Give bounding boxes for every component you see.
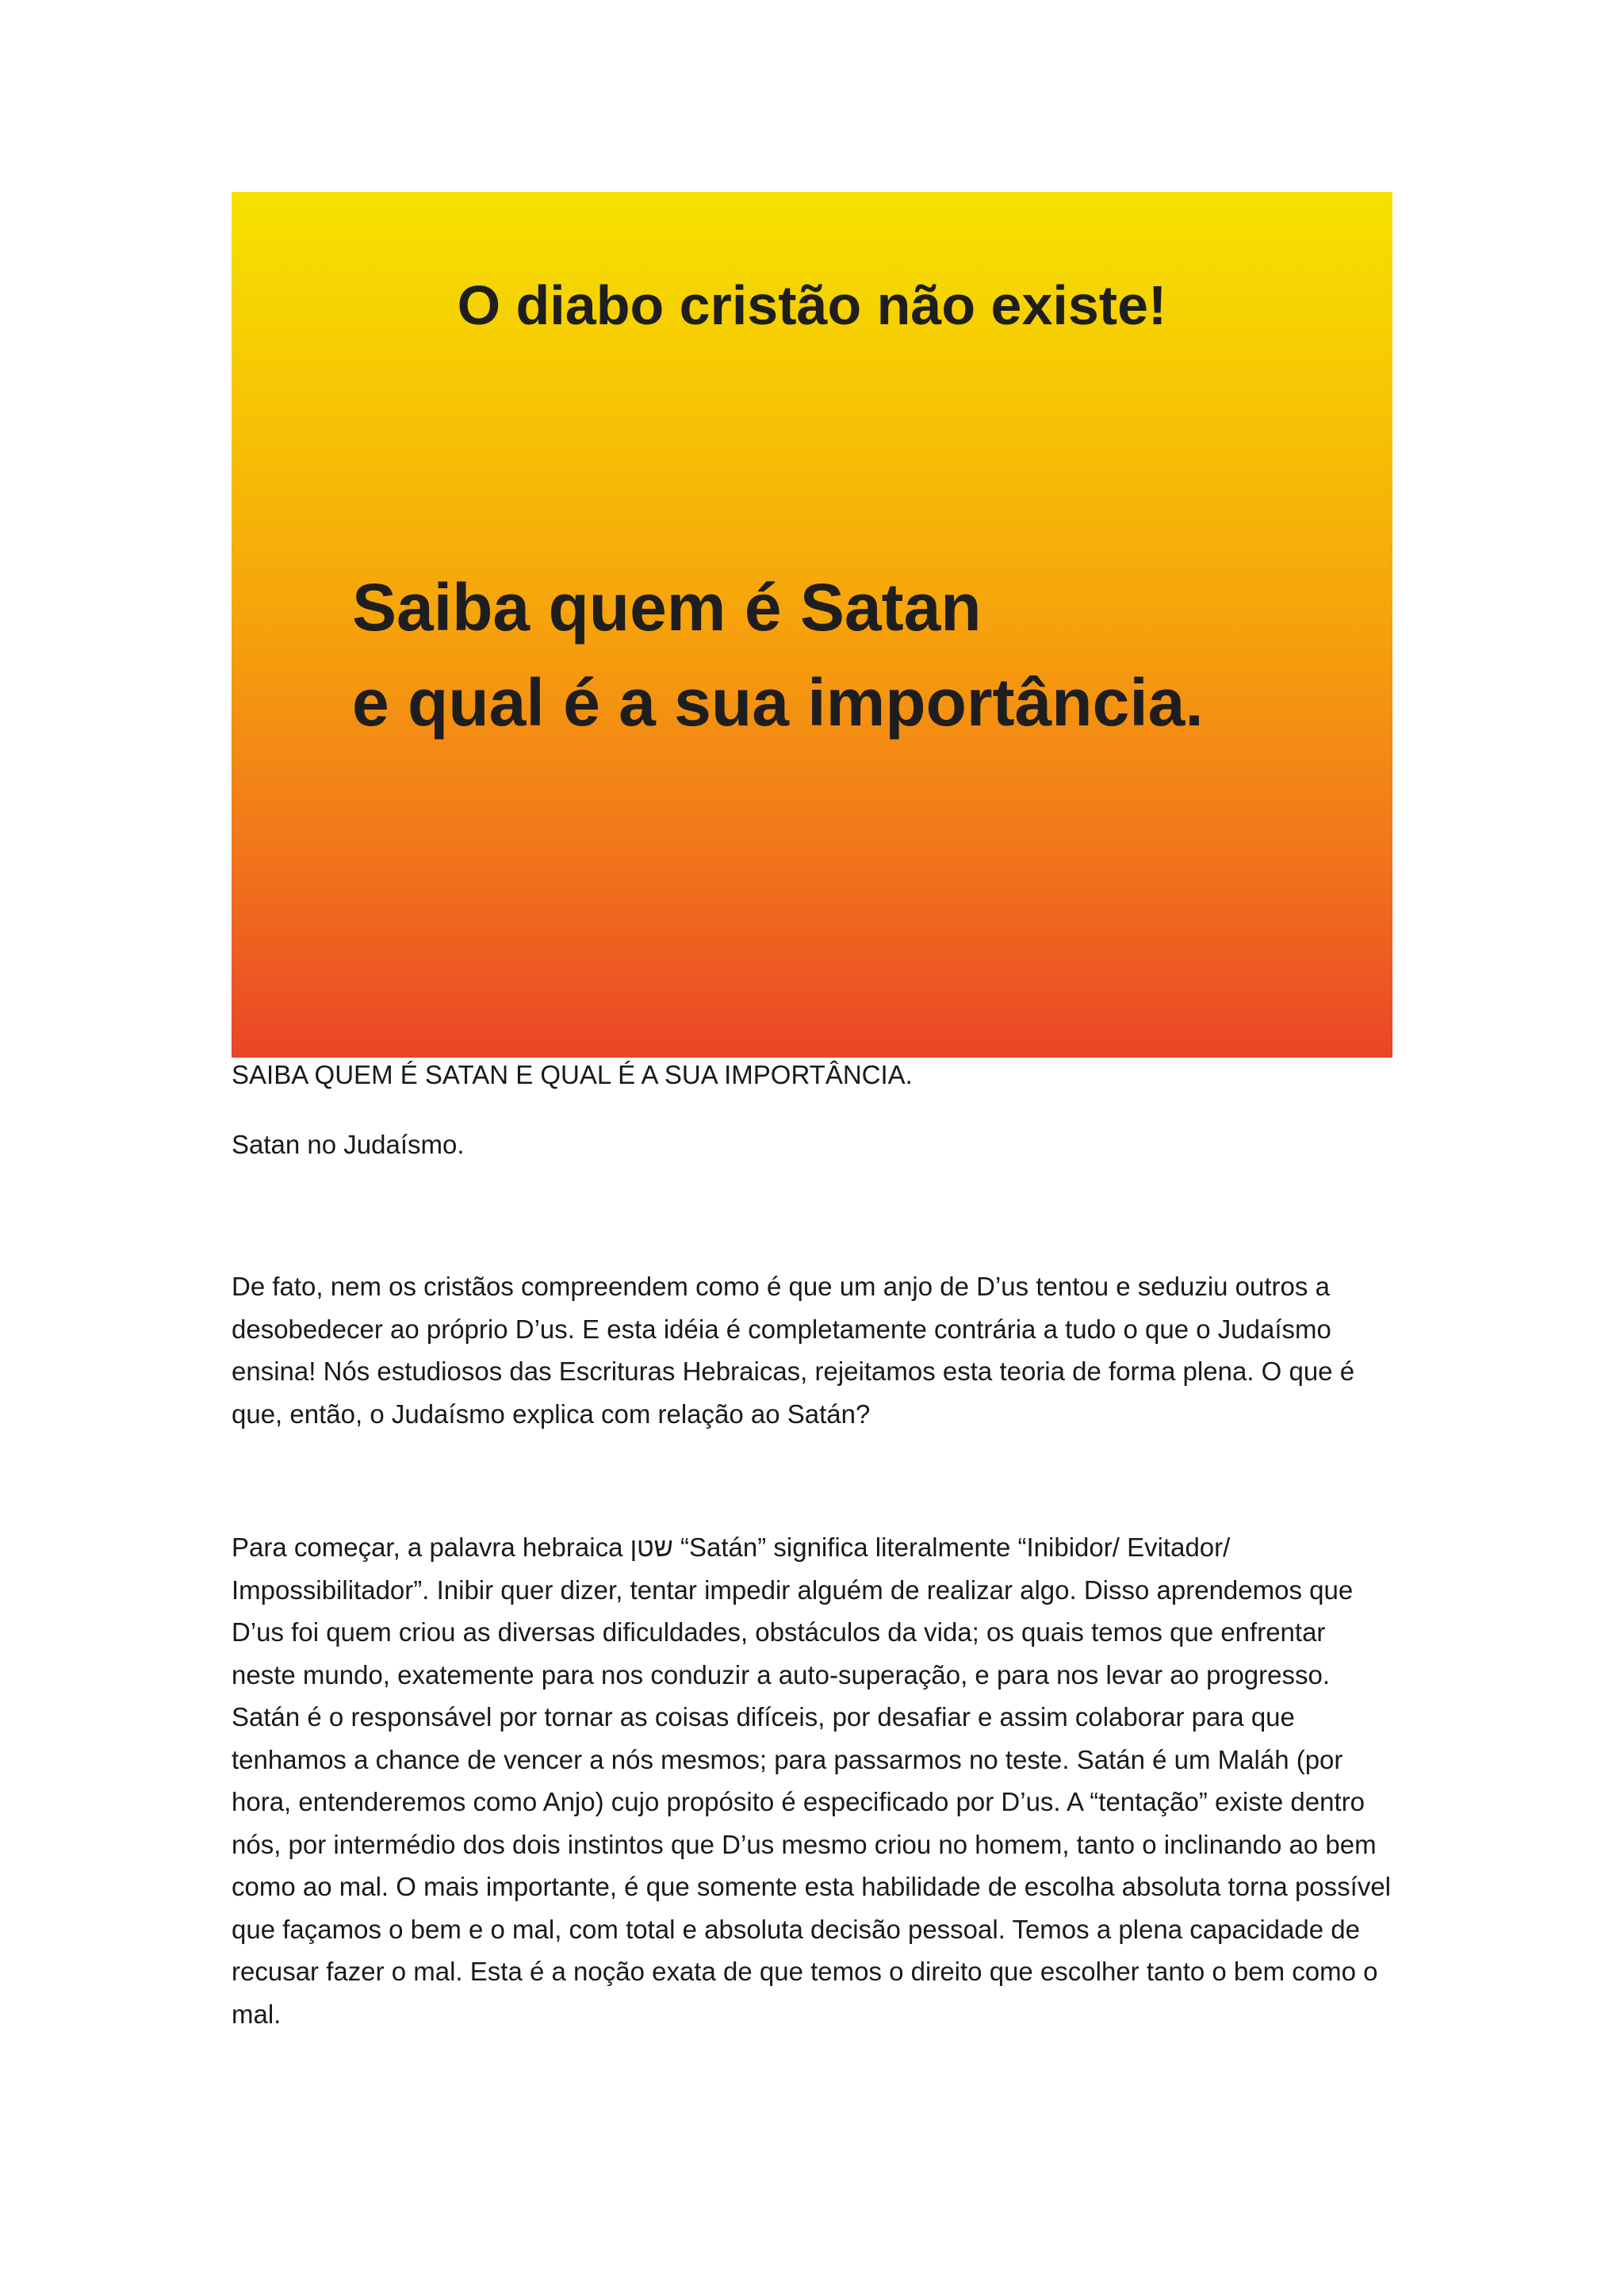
- banner-subtitle-line1: Saiba quem é Satan: [352, 570, 982, 645]
- article-subheading: Satan no Judaísmo.: [232, 1130, 465, 1159]
- article-paragraph-1: De fato, nem os cristãos compreendem como é que um anjo de D’us tentou e seduziu outros a desobedecer ao próprio D’us. E esta idéia é completamente contrária a tudo o que o Judaísmo ensina! Nós estudiosos das Escrituras Hebraicas, rejeitamos esta teoria de forma plena. O que é que, então, o Judaísmo explica com relação ao Satán?: [232, 1272, 1355, 1429]
- article-paragraph-2: Para começar, a palavra hebraica שטן “Satán” significa literalmente “Inibidor/ Evitador/ Impossibilitador”. Inibir quer dizer, tentar impedir alguém de realizar algo. Disso aprendemos que D’us foi quem criou as diversas dificuldades, obstáculos da vida; os quais temos que enfrentar neste mundo, exatemente para nos conduzir a auto-superação, e para nos levar ao progresso. Satán é o responsável por tornar as coisas difíceis, por desafiar e assim colaborar para que tenhamos a chance de vencer a nós mesmos; para passarmos no teste. Satán é um Maláh (por hora, entenderemos como Anjo) cujo propósito é especificado por D’us. A “tentação” existe dentro nós, por intermédio dos dois instintos que D’us mesmo criou no homem, tanto o inclinando ao bem como ao mal. O mais importante, é que somente esta habilidade de escolha absoluta torna possível que façamos o bem e o mal, com total e absoluta decisão pessoal. Temos a plena capacidade de recusar fazer o mal. Esta é a noção exata de que temos o direito que escolher tanto o bem como o mal.: [232, 1533, 1392, 2029]
- banner-subtitle-line2: e qual é a sua importância.: [352, 665, 1204, 740]
- article-heading: SAIBA QUEM É SATAN E QUAL É A SUA IMPORTÂNCIA.: [232, 1060, 913, 1089]
- title-banner-image: [232, 192, 1392, 1058]
- banner-title: O diabo cristão não existe!: [457, 274, 1167, 336]
